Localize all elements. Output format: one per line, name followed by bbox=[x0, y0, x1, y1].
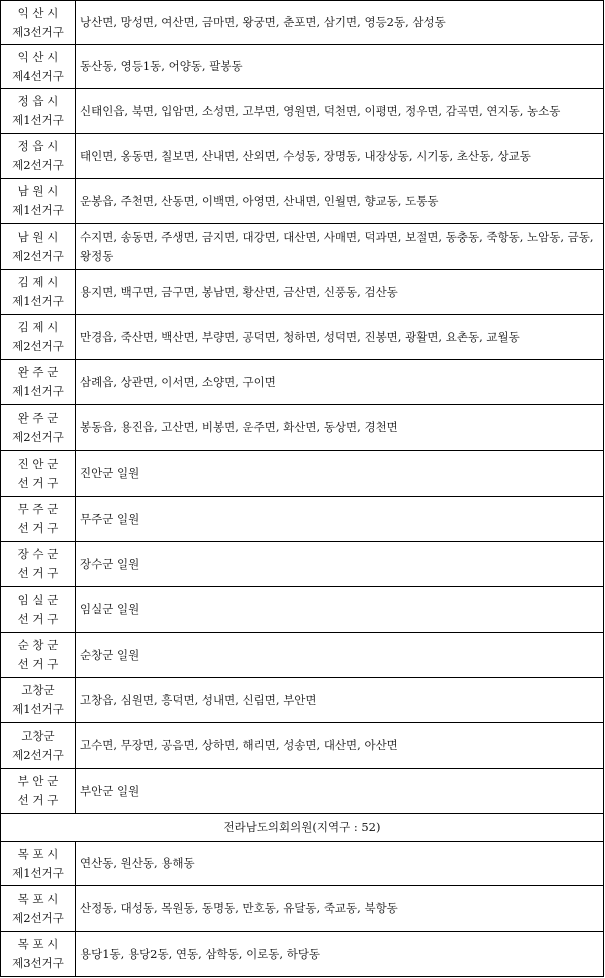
district-name-line: 장 수 군 bbox=[17, 547, 59, 561]
district-name-line: 김 제 시 bbox=[17, 275, 59, 289]
district-areas-cell: 무주군 일원 bbox=[76, 497, 604, 542]
table-row bbox=[1, 451, 604, 497]
table-row bbox=[1, 224, 604, 270]
table-row bbox=[1, 678, 604, 723]
district-name-line: 진 안 군 bbox=[17, 456, 59, 471]
table-row bbox=[1, 179, 604, 224]
district-name-cell bbox=[1, 769, 76, 814]
district-name-cell bbox=[1, 633, 76, 678]
district-areas-cell: 용당1동, 용당2동, 연동, 삼학동, 이로동, 하당동 bbox=[76, 932, 604, 977]
district-name-line: 제1선거구 bbox=[12, 294, 64, 308]
district-name-line: 순 창 군 bbox=[17, 638, 59, 652]
district-name-line: 제1선거구 bbox=[12, 384, 64, 398]
district-name-line: 김 제 시 bbox=[17, 320, 59, 334]
district-name-line: 제2선거구 bbox=[12, 339, 64, 353]
table-row bbox=[1, 842, 604, 886]
district-areas-cell: 장수군 일원 bbox=[76, 542, 604, 587]
table-row bbox=[1, 769, 604, 814]
district-name-line: 제2선거구 bbox=[12, 158, 64, 172]
district-name-cell bbox=[1, 315, 76, 360]
district-name-line: 제1선거구 bbox=[12, 203, 64, 217]
district-areas-cell: 연산동, 원산동, 용해동 bbox=[76, 842, 604, 886]
district-name-line: 부 안 군 bbox=[17, 774, 59, 788]
district-name-cell bbox=[1, 360, 76, 405]
district-name-cell bbox=[1, 89, 76, 134]
district-areas-cell: 산정동, 대성동, 목원동, 동명동, 만호동, 유달동, 죽교동, 북항동 bbox=[76, 886, 604, 932]
district-name-line: 익 산 시 bbox=[17, 5, 59, 20]
district-name-cell bbox=[1, 134, 76, 179]
table-row bbox=[1, 932, 604, 977]
district-areas-cell: 삼례읍, 상관면, 이서면, 소양면, 구이면 bbox=[76, 360, 604, 405]
table-row bbox=[1, 1, 604, 45]
district-name-line: 선 거 구 bbox=[17, 793, 59, 807]
district-name-line: 제2선거구 bbox=[12, 747, 64, 762]
section-title-row bbox=[1, 814, 604, 842]
table-row bbox=[1, 89, 604, 134]
table-row bbox=[1, 45, 604, 89]
district-name-cell bbox=[1, 1, 76, 45]
table-row bbox=[1, 633, 604, 678]
district-name-line: 고창군 bbox=[21, 728, 55, 743]
district-areas-cell: 동산동, 영등1동, 어양동, 팔봉동 bbox=[76, 45, 604, 89]
district-name-line: 제1선거구 bbox=[12, 702, 64, 716]
section-title: 전라남도의회의원(지역구 : 52) bbox=[1, 814, 604, 842]
district-name-cell bbox=[1, 179, 76, 224]
district-name-cell bbox=[1, 405, 76, 451]
district-name-line: 선 거 구 bbox=[17, 657, 59, 671]
district-name-line: 고창군 bbox=[21, 683, 55, 697]
district-name-cell bbox=[1, 932, 76, 977]
district-name-line: 제4선거구 bbox=[12, 68, 64, 83]
district-name-line: 정 읍 시 bbox=[17, 139, 59, 153]
district-name-line: 완 주 군 bbox=[17, 410, 59, 425]
district-name-line: 목 포 시 bbox=[17, 846, 59, 861]
district-name-cell bbox=[1, 542, 76, 587]
district-name-line: 선 거 구 bbox=[17, 566, 59, 580]
table-row bbox=[1, 542, 604, 587]
district-name-line: 제1선거구 bbox=[12, 865, 64, 880]
district-name-line: 임 실 군 bbox=[17, 592, 59, 607]
table-row bbox=[1, 587, 604, 633]
table-row bbox=[1, 405, 604, 451]
district-areas-cell: 고창읍, 심원면, 흥덕면, 성내면, 신림면, 부안면 bbox=[76, 678, 604, 723]
district-areas-cell: 수지면, 송동면, 주생면, 금지면, 대강면, 대산면, 사매면, 덕과면, 보절면, 동충동, 죽항동, 노암동, 금동, 왕정동 bbox=[76, 224, 604, 270]
district-name-line: 익 산 시 bbox=[17, 49, 59, 64]
district-name-cell bbox=[1, 224, 76, 270]
district-name-line: 제3선거구 bbox=[12, 956, 64, 970]
district-name-cell bbox=[1, 678, 76, 723]
district-areas-cell: 진안군 일원 bbox=[76, 451, 604, 497]
district-name-cell bbox=[1, 451, 76, 497]
district-areas-cell: 신태인읍, 북면, 입암면, 소성면, 고부면, 영원면, 덕천면, 이평면, 정우면, 감곡면, 연지동, 농소동 bbox=[76, 89, 604, 134]
district-areas-cell: 부안군 일원 bbox=[76, 769, 604, 814]
district-areas-cell: 용지면, 백구면, 금구면, 봉남면, 황산면, 금산면, 신풍동, 검산동 bbox=[76, 270, 604, 315]
district-name-line: 목 포 시 bbox=[17, 937, 59, 951]
district-name-line: 선 거 구 bbox=[17, 475, 59, 490]
district-areas-cell: 순창군 일원 bbox=[76, 633, 604, 678]
district-name-line: 무 주 군 bbox=[17, 502, 59, 516]
district-name-cell bbox=[1, 270, 76, 315]
district-name-cell bbox=[1, 45, 76, 89]
district-name-line: 제2선거구 bbox=[12, 429, 64, 444]
district-name-line: 목 포 시 bbox=[17, 891, 59, 906]
district-name-cell bbox=[1, 886, 76, 932]
district-areas-cell: 만경읍, 죽산면, 백산면, 부량면, 공덕면, 청하면, 성덕면, 진봉면, 광활면, 요촌동, 교월동 bbox=[76, 315, 604, 360]
district-name-cell bbox=[1, 842, 76, 886]
district-areas-cell: 운봉읍, 주천면, 산동면, 이백면, 아영면, 산내면, 인월면, 향교동, 도통동 bbox=[76, 179, 604, 224]
district-areas-cell: 낭산면, 망성면, 여산면, 금마면, 왕궁면, 춘포면, 삼기면, 영등2동, 삼성동 bbox=[76, 1, 604, 45]
table-row bbox=[1, 497, 604, 542]
district-areas-cell: 임실군 일원 bbox=[76, 587, 604, 633]
table-row bbox=[1, 134, 604, 179]
district-name-line: 제2선거구 bbox=[12, 910, 64, 925]
district-name-line: 남 원 시 bbox=[17, 229, 59, 244]
district-areas-cell: 봉동읍, 용진읍, 고산면, 비봉면, 운주면, 화산면, 동상면, 경천면 bbox=[76, 405, 604, 451]
district-name-cell bbox=[1, 723, 76, 769]
table-row bbox=[1, 270, 604, 315]
table-row bbox=[1, 315, 604, 360]
table-row bbox=[1, 723, 604, 769]
table-row bbox=[1, 360, 604, 405]
district-name-line: 제3선거구 bbox=[12, 24, 64, 39]
district-name-line: 정 읍 시 bbox=[17, 94, 59, 108]
district-name-line: 남 원 시 bbox=[17, 184, 59, 198]
district-name-line: 제1선거구 bbox=[12, 113, 64, 127]
district-areas-cell: 태인면, 옹동면, 칠보면, 산내면, 산외면, 수성동, 장명동, 내장상동, 시기동, 초산동, 상교동 bbox=[76, 134, 604, 179]
district-name-cell bbox=[1, 497, 76, 542]
table-row bbox=[1, 886, 604, 932]
district-name-line: 제2선거구 bbox=[12, 248, 64, 263]
district-name-line: 선 거 구 bbox=[17, 611, 59, 626]
district-name-line: 완 주 군 bbox=[17, 365, 59, 379]
district-name-cell bbox=[1, 587, 76, 633]
district-areas-cell: 고수면, 무장면, 공음면, 상하면, 해리면, 성송면, 대산면, 아산면 bbox=[76, 723, 604, 769]
district-name-line: 선 거 구 bbox=[17, 521, 59, 535]
